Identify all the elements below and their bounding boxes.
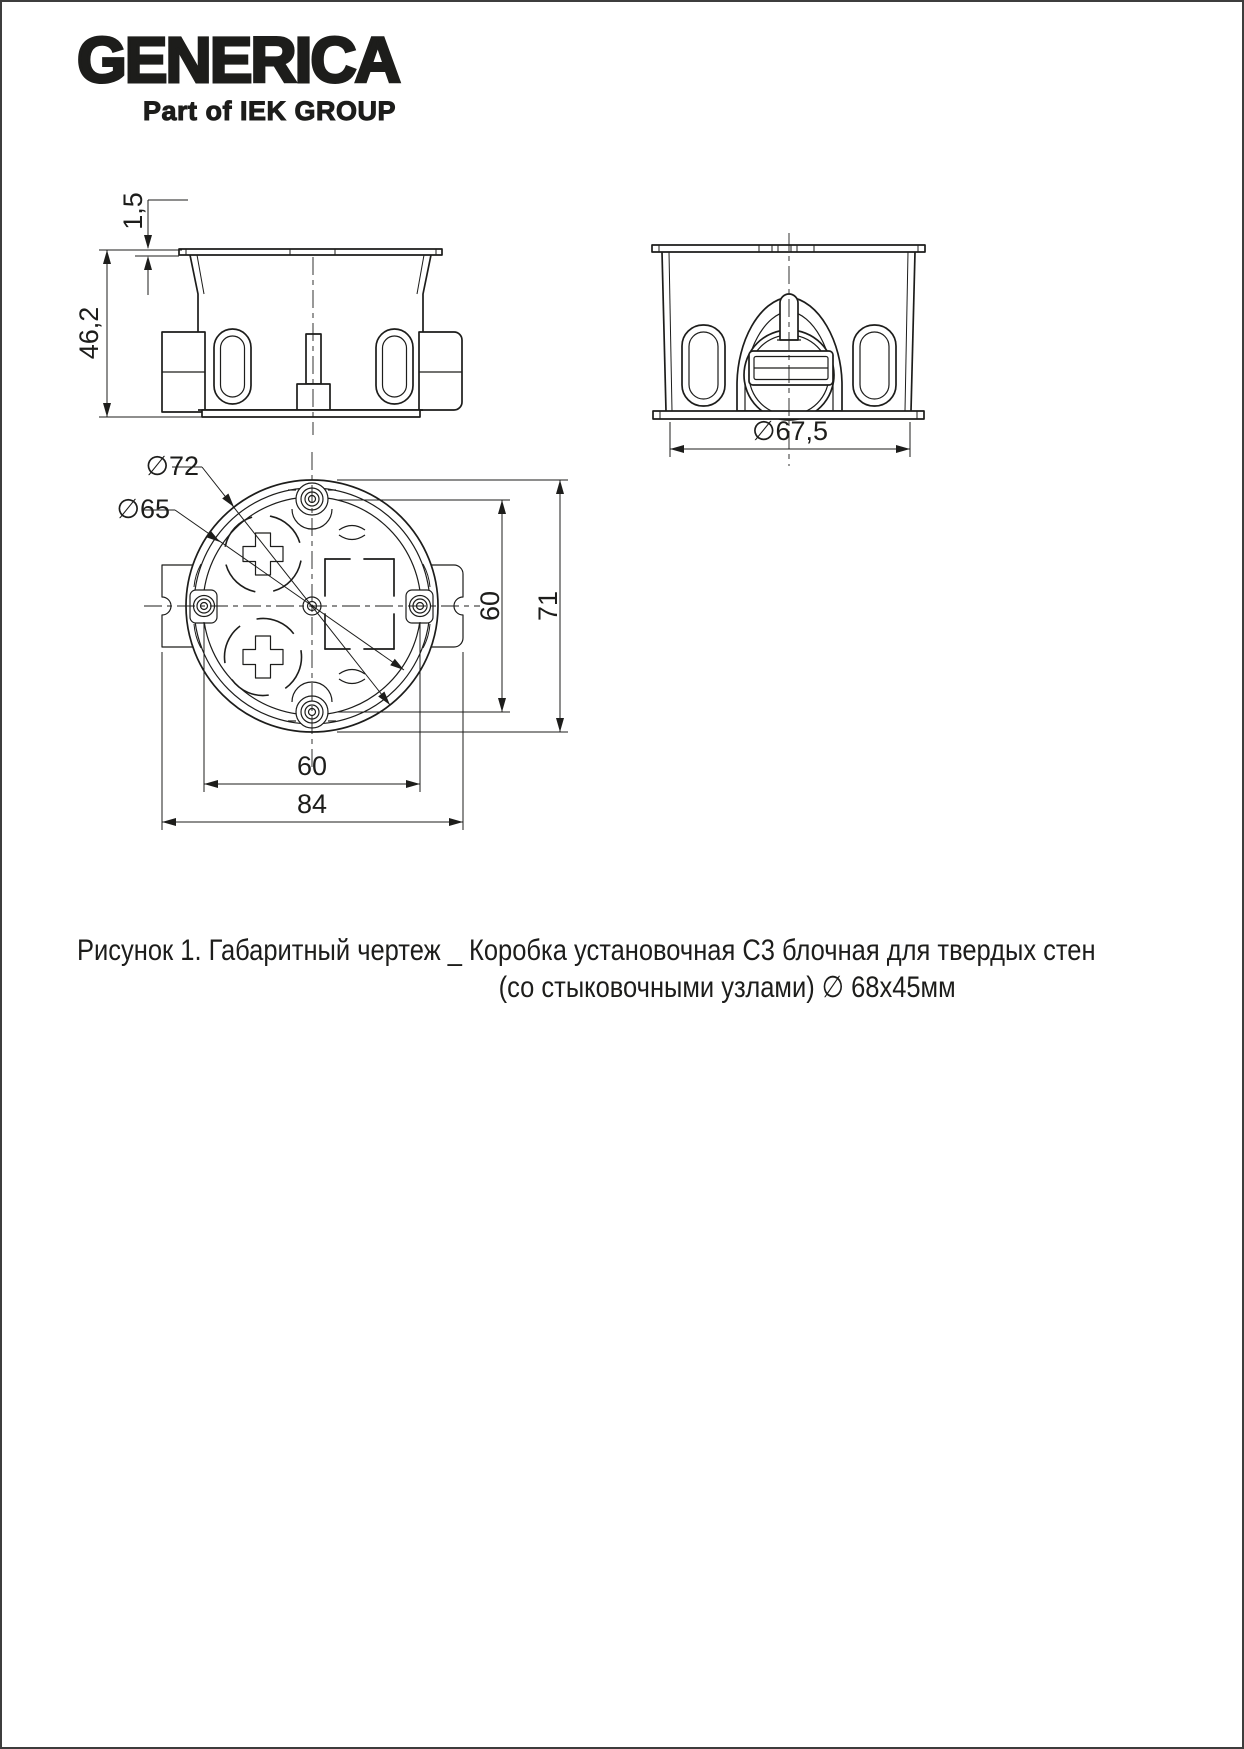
front-wall-left: [662, 252, 666, 411]
side-joining-block-right: [419, 332, 462, 410]
dimension-drawing: [2, 2, 1244, 882]
plan-view: [116, 451, 568, 830]
side-center-post: [306, 334, 321, 384]
side-oval-hole-left: [214, 329, 251, 404]
side-view: [74, 192, 462, 435]
side-flange: [179, 249, 442, 255]
side-flange-dim-label: 1,5: [118, 192, 148, 230]
plan-vertical-71-label: 71: [533, 590, 563, 622]
figure-caption-line1: Рисунок 1. Габаритный чертеж _ Коробка установочная С3 блочная для твердых стен: [77, 934, 1096, 967]
plan-horizontal-60-label: 60: [296, 751, 328, 781]
side-flange-dim: [118, 192, 188, 295]
plan-outer-diameter-label: ∅72: [145, 451, 199, 481]
front-diameter-dim: [670, 416, 910, 457]
brand-name: GENERICA: [77, 24, 399, 96]
plan-side-screw-right: [406, 590, 433, 623]
front-wall-right: [911, 252, 915, 411]
brand-tagline: Part of IEK GROUP: [143, 96, 397, 126]
figure-caption-line2: (со стыковочными узлами) ∅ 68х45мм: [498, 971, 956, 1004]
front-diameter-dim-label: ∅67,5: [751, 416, 829, 446]
side-oval-hole-right: [376, 329, 413, 404]
figure-caption: [77, 932, 1096, 1006]
plan-inner-diameter-label: ∅65: [116, 494, 170, 524]
front-view: [652, 233, 925, 466]
plan-side-screw-left: [190, 590, 217, 623]
plan-horizontal-84-label: 84: [296, 789, 328, 819]
plan-vertical-60-label: 60: [475, 590, 505, 622]
front-flange: [652, 245, 925, 252]
side-base: [202, 410, 420, 417]
side-height-dim-label: 46,2: [74, 306, 104, 360]
